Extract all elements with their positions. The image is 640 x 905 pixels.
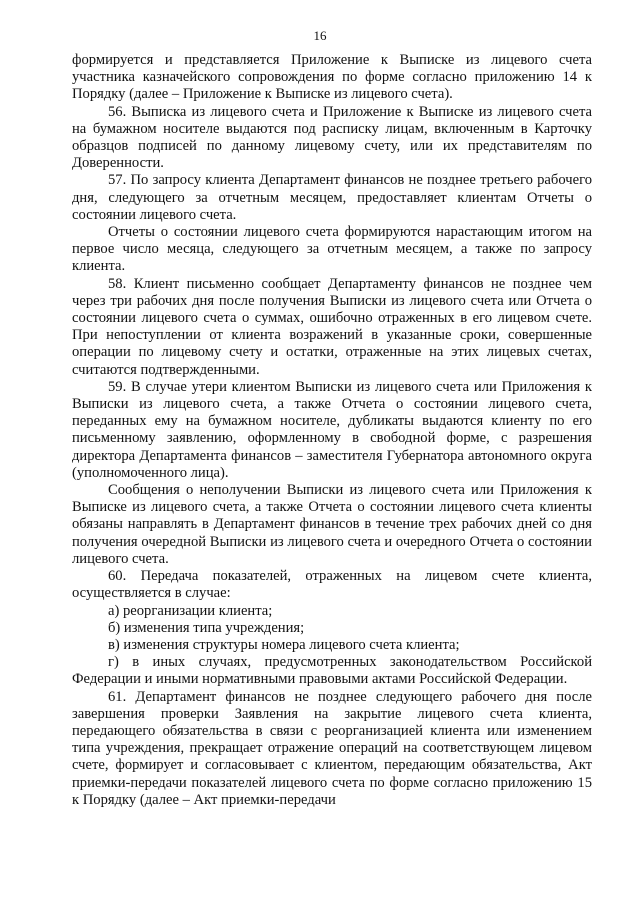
paragraph: в) изменения структуры номера лицевого счета клиента;	[108, 636, 460, 653]
page-number: 16	[313, 28, 327, 43]
paragraph: 57. По запросу клиента Департамент финансов не позднее третьего рабочего дня, следующего за отчетным месяцем, предоставляет клиентам Отчеты о состоянии лицевого счета.	[72, 172, 592, 223]
paragraph: Сообщения о неполучении Выписки из лицевого счета или Приложения к Выписке из лицевого счета, а также Отчета о состоянии лицевого счета клиенты обязаны направлять в Департамент финансов в течение трех рабочих дней со дня получения очередной Выписки из лицевого счета и очередного Отчета о состоянии лицевого счета.	[72, 482, 592, 567]
paragraph: г) в иных случаях, предусмотренных законодательством Российской Федерации и иными нормативными правовыми актами Российской Федерации.	[72, 654, 592, 688]
paragraph: 59. В случае утери клиентом Выписки из лицевого счета или Приложения к Выписки из лицевого счета, а также Отчета о состоянии лицевого счета, переданных ему на бумажном носителе, дубликаты выдаются клиенту по его письменному заявлению, оформленному в свободной форме, с разрешения директора Департамента финансов – заместителя Губернатора автономного округа (уполномоченного лица).	[72, 378, 592, 481]
document-body	[72, 52, 592, 809]
paragraph: формируется и представляется Приложение к Выписке из лицевого счета участника казначейского сопровождения по форме согласно приложению 14 к Порядку (далее – Приложение к Выписке из лицевого счета).	[72, 52, 592, 103]
paragraph: 61. Департамент финансов не позднее следующего рабочего дня после завершения проверки Заявления на закрытие лицевого счета клиента, передающего обязательства в связи с реорганизацией клиента или изменением типа учреждения, прекращает отражение операций на соответствующем лицевом счете, формирует и согласовывает с клиентом, передающим обязательства, Акт приемки-передачи показателей лицевого счета по форме согласно приложению 15 к Порядку (далее – Акт приемки-передачи	[72, 688, 592, 808]
paragraph: 56. Выписка из лицевого счета и Приложение к Выписке из лицевого счета на бумажном носителе выдаются под расписку лицам, включенным в Карточку образцов подписей по данному лицевому счету, или их представителям по Доверенности.	[72, 103, 592, 172]
paragraph: Отчеты о состоянии лицевого счета формируются нарастающим итогом на первое число месяца, следующего за отчетным месяцем, а также по запросу клиента.	[72, 224, 592, 275]
paragraph: а) реорганизации клиента;	[108, 602, 273, 619]
paragraph: 60. Передача показателей, отраженных на лицевом счете клиента, осуществляется в случае:	[72, 568, 592, 602]
paragraph: б) изменения типа учреждения;	[108, 619, 305, 636]
paragraph: 58. Клиент письменно сообщает Департаменту финансов не позднее чем через три рабочих дня после получения Выписки из лицевого счета или Отчета о состоянии лицевого счета о суммах, ошибочно отраженных в его лицевом счете. При непоступлении от клиента возражений в указанные сроки, совершенные операции по лицевому счету и остатки, отраженные на этих лицевых счетах, считаются подтвержденными.	[72, 275, 592, 378]
